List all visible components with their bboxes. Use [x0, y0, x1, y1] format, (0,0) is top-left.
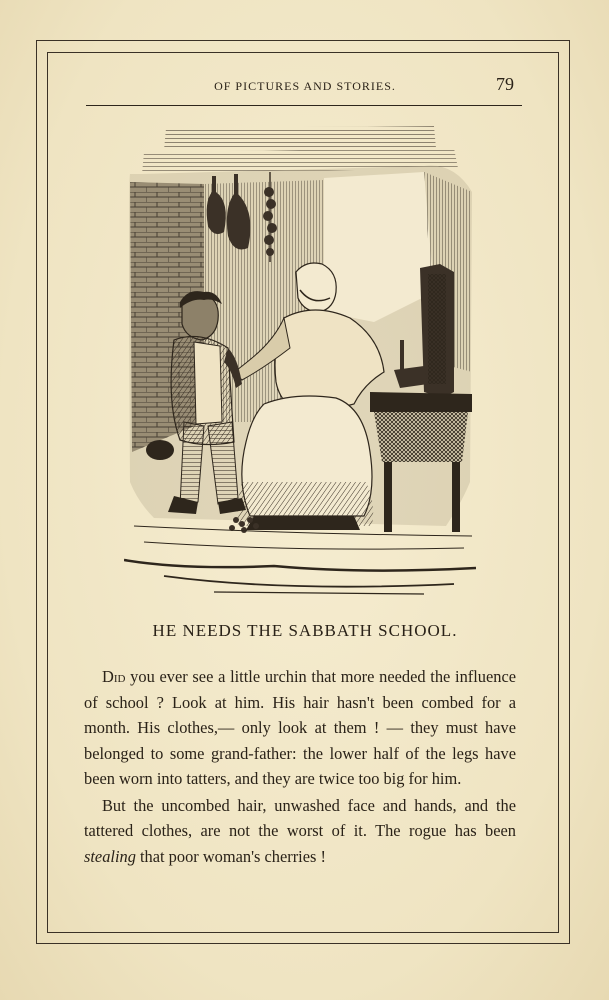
paragraph-lead-word: Did — [102, 667, 126, 686]
paragraph-1 — [84, 664, 516, 792]
running-head-title: OF PICTURES AND STORIES. — [214, 79, 396, 93]
paragraph-2-emphasis: stealing — [84, 846, 136, 866]
paragraph-2 — [84, 793, 516, 870]
paragraph-2-before: But the uncombed hair, unwashed face and hands, and the tattered clothes, are not the worst of it. The rogue has been — [84, 795, 516, 840]
body-text — [84, 664, 516, 869]
running-head — [90, 74, 520, 98]
page-number: 79 — [496, 74, 514, 94]
header-rule — [86, 105, 522, 106]
paragraph-1-text: you ever see a little urchin that more needed the influence of school ? Look at him. His hair hasn't been combed for a month. His clothes,— only look at them ! — they must have belonged to some grand-father: the lower half of the legs have been worn into tatters, and they are twice too big for him. — [84, 667, 516, 788]
engraving-illustration-icon — [124, 122, 476, 600]
paragraph-2-after: that poor woman's cherries ! — [135, 846, 326, 866]
illustration-caption: HE NEEDS THE SABBATH SCHOOL. — [152, 621, 458, 640]
